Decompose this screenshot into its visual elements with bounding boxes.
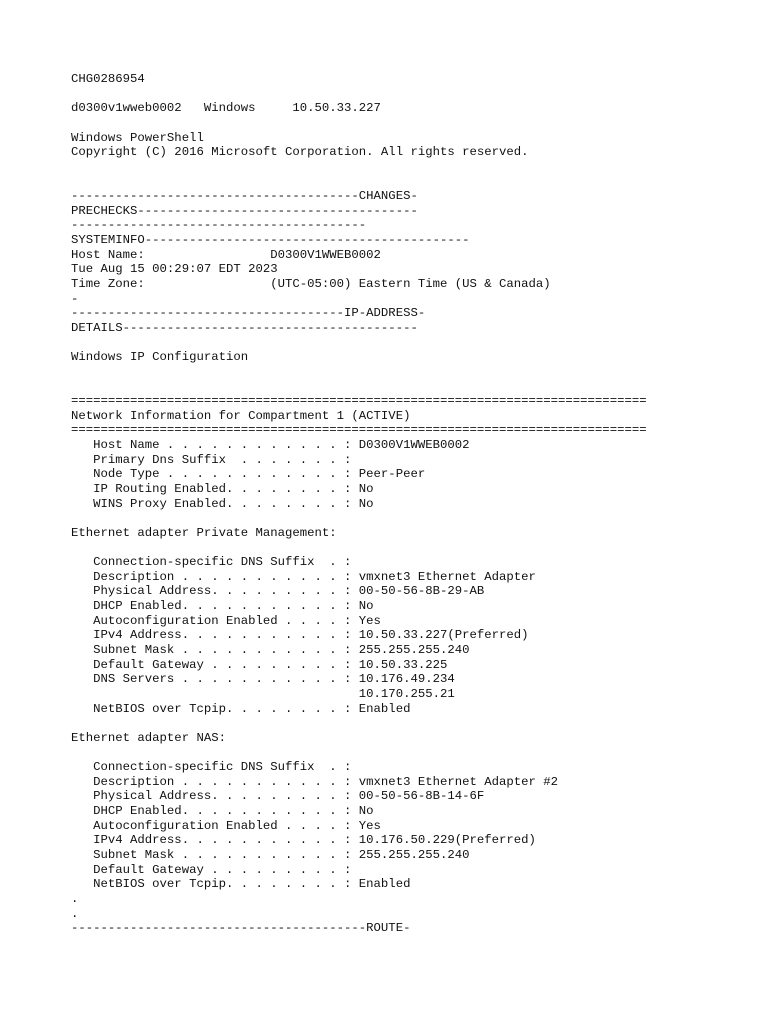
text-line: SYSTEMINFO-------------------------------------------- <box>71 233 470 248</box>
text-line: ============================================================================== <box>71 394 647 409</box>
text-line: IP Routing Enabled. . . . . . . . : No <box>71 481 374 496</box>
text-line: DHCP Enabled. . . . . . . . . . . : No <box>71 599 374 614</box>
text-line: ----------------------------------------ROUTE- <box>71 921 411 936</box>
text-line <box>71 336 751 351</box>
text-line: Default Gateway . . . . . . . . . : 10.50.33.225 <box>71 657 448 672</box>
text-line: Ethernet adapter Private Management: <box>71 525 337 540</box>
text-line <box>71 160 751 175</box>
text-line: Description . . . . . . . . . . . : vmxnet3 Ethernet Adapter #2 <box>71 774 559 789</box>
text-line <box>71 716 751 731</box>
text-line: Primary Dns Suffix . . . . . . . : <box>71 452 352 467</box>
text-line: NetBIOS over Tcpip. . . . . . . . : Enabled <box>71 701 411 716</box>
text-line: Connection-specific DNS Suffix . : <box>71 760 352 775</box>
text-line: IPv4 Address. . . . . . . . . . . : 10.50.33.227(Preferred) <box>71 628 529 643</box>
text-line: CHG0286954 <box>71 72 145 86</box>
text-line: Copyright (C) 2016 Microsoft Corporation. All rights reserved. <box>71 145 529 160</box>
text-line: ---------------------------------------- <box>71 218 367 233</box>
text-line: Ethernet adapter NAS: <box>71 730 226 745</box>
text-line: Tue Aug 15 00:29:07 EDT 2023 <box>71 262 278 277</box>
text-line: Host Name . . . . . . . . . . . . : D0300V1WWEB0002 <box>71 438 470 453</box>
document-text <box>71 72 751 936</box>
text-line: 10.170.255.21 <box>71 686 455 701</box>
text-line: Network Information for Compartment 1 (ACTIVE) <box>71 408 411 423</box>
text-line: Description . . . . . . . . . . . : vmxnet3 Ethernet Adapter <box>71 569 536 584</box>
text-line: . <box>71 906 79 921</box>
text-line <box>71 174 751 189</box>
text-line: Default Gateway . . . . . . . . . : <box>71 862 352 877</box>
text-line <box>71 365 751 380</box>
text-line: Windows IP Configuration <box>71 350 249 365</box>
text-line <box>71 379 751 394</box>
text-line: - <box>71 291 79 306</box>
text-line: Time Zone: (UTC-05:00) Eastern Time (US & Canada) <box>71 276 551 291</box>
text-line: PRECHECKS-------------------------------------- <box>71 203 418 218</box>
text-line: ============================================================================== <box>71 423 647 438</box>
text-line: -------------------------------------IP-ADDRESS- <box>71 306 426 321</box>
text-line: WINS Proxy Enabled. . . . . . . . : No <box>71 496 374 511</box>
text-line <box>71 745 751 760</box>
text-line: DETAILS---------------------------------------- <box>71 320 418 335</box>
text-line: Windows PowerShell <box>71 130 204 145</box>
text-line: Autoconfiguration Enabled . . . . : Yes <box>71 818 381 833</box>
text-line <box>71 116 751 131</box>
text-line: DHCP Enabled. . . . . . . . . . . : No <box>71 804 374 819</box>
text-line: DNS Servers . . . . . . . . . . . : 10.176.49.234 <box>71 672 455 687</box>
text-line: Subnet Mask . . . . . . . . . . . : 255.255.255.240 <box>71 847 470 862</box>
text-line: Subnet Mask . . . . . . . . . . . : 255.255.255.240 <box>71 642 470 657</box>
text-line <box>71 511 751 526</box>
text-line: NetBIOS over Tcpip. . . . . . . . : Enabled <box>71 877 411 892</box>
text-line: Connection-specific DNS Suffix . : <box>71 555 352 570</box>
text-line: Node Type . . . . . . . . . . . . : Peer-Peer <box>71 467 426 482</box>
text-line: Physical Address. . . . . . . . . : 00-50-56-8B-29-AB <box>71 584 485 599</box>
text-line <box>71 541 751 556</box>
text-line: Autoconfiguration Enabled . . . . : Yes <box>71 613 381 628</box>
text-line: Host Name: D0300V1WWEB0002 <box>71 247 381 262</box>
text-line: d0300v1wweb0002 Windows 10.50.33.227 <box>71 101 381 116</box>
text-line: . <box>71 891 79 906</box>
text-line: IPv4 Address. . . . . . . . . . . : 10.176.50.229(Preferred) <box>71 833 536 848</box>
text-line <box>71 87 751 102</box>
text-line: ---------------------------------------CHANGES- <box>71 189 418 204</box>
text-line: Physical Address. . . . . . . . . : 00-50-56-8B-14-6F <box>71 789 485 804</box>
